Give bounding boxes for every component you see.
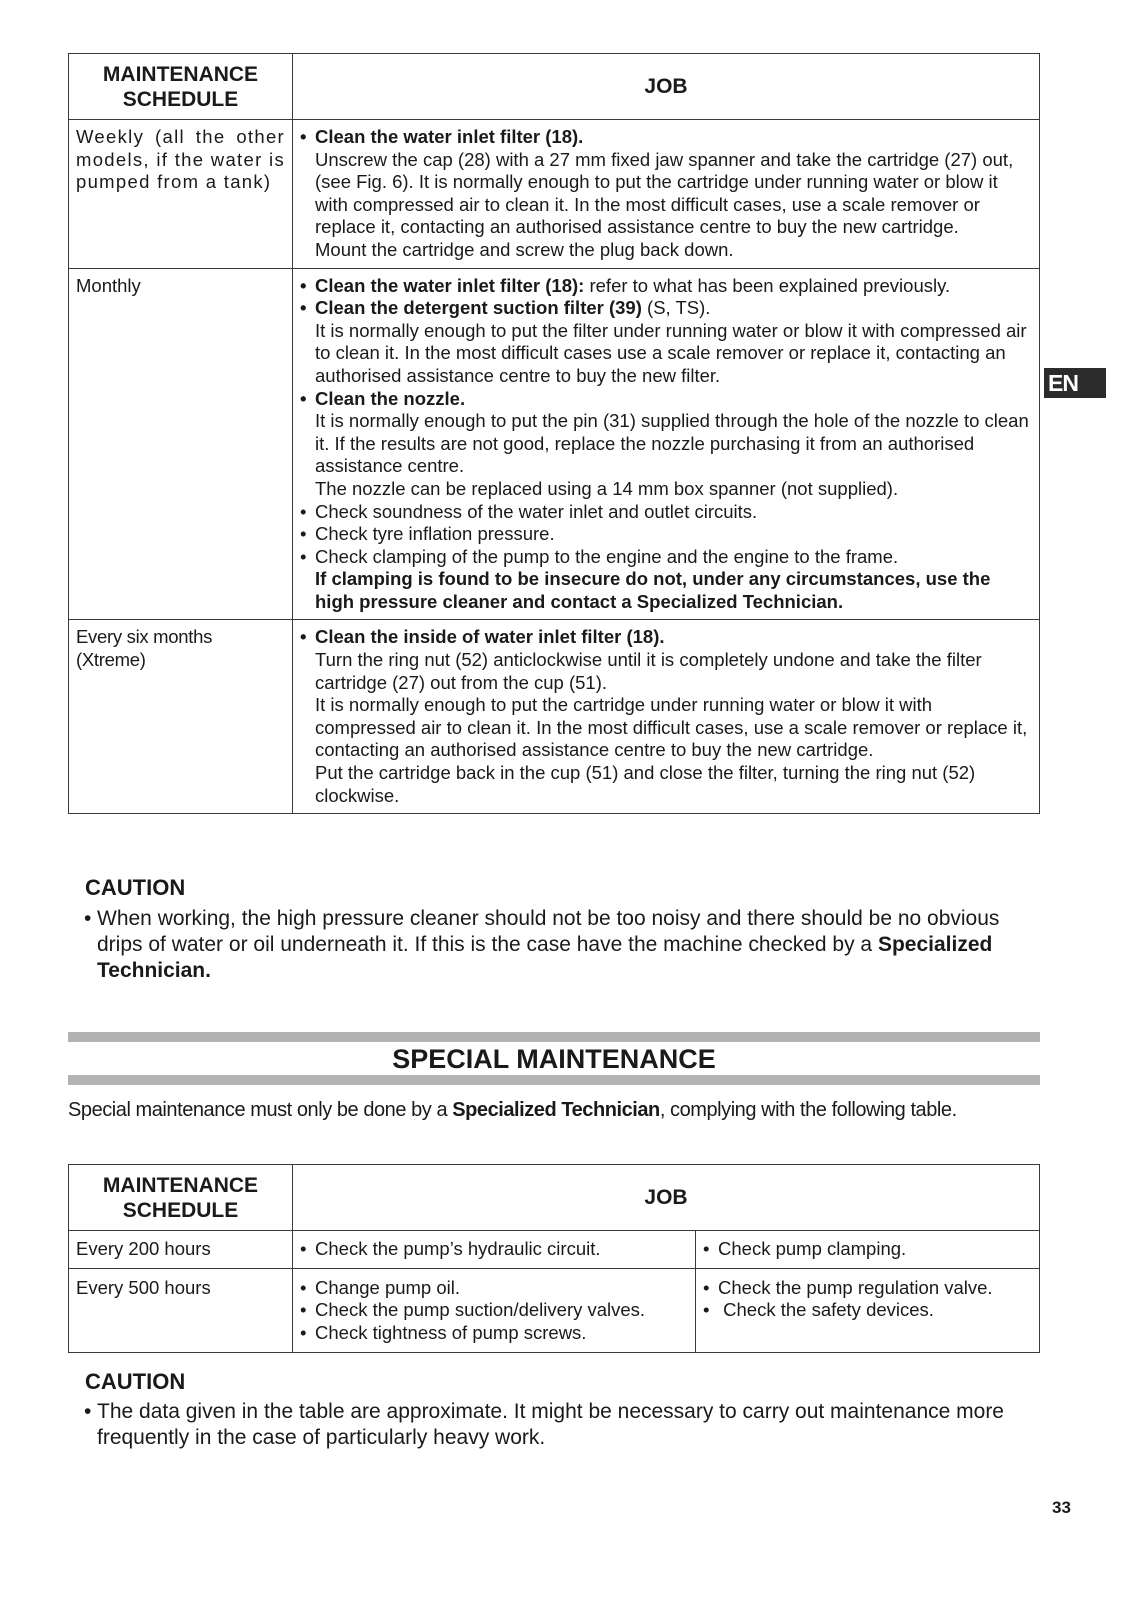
maintenance-schedule-table (68, 53, 1040, 814)
list-item: • Clean the detergent suction filter (39) (S, TS). It is normally enough to put the filter under running water or blow it with compressed air to clean it. In the most difficult cases use a scale remover or replace it, contacting an authorised assistance centre to buy the new filter. (300, 297, 1027, 386)
list-item: • Check tightness of pump screws. (300, 1321, 587, 1343)
list-item: • Check pump clamping. (703, 1238, 907, 1259)
list-item: • Clean the nozzle. It is normally enough to put the pin (31) supplied through the hole of the nozzle to clean it. If the results are not good, replace the nozzle purchasing it from an authorised assistance centre. The nozzle can be replaced using a 14 mm box spanner (not supplied). (300, 387, 1029, 499)
schedule-cell: Monthly (69, 268, 293, 620)
list-item: • Check the pump’s hydraulic circuit. (300, 1238, 601, 1259)
schedule-column-header: MAINTENANCE SCHEDULE (69, 54, 293, 120)
section-rule-top (68, 1032, 1040, 1042)
special-maintenance-table (68, 1164, 1040, 1353)
page-number: 33 (1052, 1498, 1071, 1517)
caution-title: CAUTION (85, 875, 186, 900)
language-tab: EN (1044, 368, 1106, 398)
job-cell (293, 1268, 696, 1353)
list-item: • Check the safety devices. (703, 1299, 934, 1321)
list-item: • Check the pump suction/delivery valves. (300, 1299, 646, 1321)
section-intro: Special maintenance must only be done by a Specialized Technician, complying with the following table. (68, 1099, 957, 1121)
table-row (69, 120, 1040, 269)
schedule-column-header: MAINTENANCE SCHEDULE (69, 1165, 293, 1231)
table-row (69, 1268, 1040, 1353)
table-row (69, 1231, 1040, 1269)
caution-text: • When working, the high pressure cleaner should not be too noisy and there should be no obvious drips of water or oil underneath it. If this is the case have the machine checked by a Specialized Technician. (84, 907, 1000, 982)
list-item: • Check the pump regulation valve. (703, 1276, 993, 1298)
job-cell (293, 620, 1040, 814)
table-header-row (69, 1165, 1040, 1231)
list-item: • Clean the water inlet filter (18). Unscrew the cap (28) with a 27 mm fixed jaw spanner and take the cartridge (27) out, (see Fig. 6). It is normally enough to put the cartridge under running water or blow it with compressed air to clean it. In the most difficult cases, use a scale remover or replace it, contacting an authorised assistance centre to buy the new cartridge. Mount the cartridge and screw the plug back down. (300, 126, 1014, 260)
job-cell (293, 268, 1040, 620)
list-item: • Check soundness of the water inlet and outlet circuits. (300, 500, 758, 522)
caution-text: • The data given in the table are approximate. It might be necessary to carry out maintenance more frequently in the case of particularly heavy work. (84, 1400, 1004, 1449)
warning-text: If clamping is found to be insecure do not, under any circumstances, use the high pressure cleaner and contact a Specialized Technician. (315, 568, 991, 612)
job-column-header: JOB (293, 1165, 1040, 1231)
schedule-cell: Weekly (all the other models, if the water is pumped from a tank) (69, 120, 293, 269)
job-cell (696, 1268, 1040, 1353)
schedule-cell: Every 500 hours (69, 1268, 293, 1353)
job-cell (696, 1231, 1040, 1269)
list-item: • Clean the inside of water inlet filter (18). Turn the ring nut (52) anticlockwise until it is completely undone and take the filter cartridge (27) out from the cup (51). It is normally enough to put the cartridge under running water or blow it with compressed air to clean it. In the most difficult cases, use a scale remover or replace it, contacting an authorised assistance centre to buy the new cartridge. Put the cartridge back in the cup (51) and close the filter, turning the ring nut (52) clockwise. (300, 626, 1028, 806)
list-item: • Clean the water inlet filter (18): refer to what has been explained previously. (300, 274, 951, 296)
list-item: • Check tyre inflation pressure. (300, 523, 555, 545)
table-header-row (69, 54, 1040, 120)
schedule-cell: Every six months (Xtreme) (69, 620, 293, 814)
caution-title: CAUTION (85, 1369, 186, 1394)
section-title: SPECIAL MAINTENANCE (392, 1044, 716, 1074)
list-item: • Change pump oil. (300, 1276, 461, 1298)
job-cell (293, 120, 1040, 269)
section-rule-bottom (68, 1075, 1040, 1085)
job-column-header: JOB (293, 54, 1040, 120)
job-cell (293, 1231, 696, 1269)
table-row (69, 620, 1040, 814)
table-row (69, 268, 1040, 620)
schedule-cell: Every 200 hours (69, 1231, 293, 1269)
list-item: • Check clamping of the pump to the engine and the engine to the frame. If clamping is found to be insecure do not, under any circumstances, use the high pressure cleaner and contact a Specialized Technician. (300, 546, 1032, 614)
